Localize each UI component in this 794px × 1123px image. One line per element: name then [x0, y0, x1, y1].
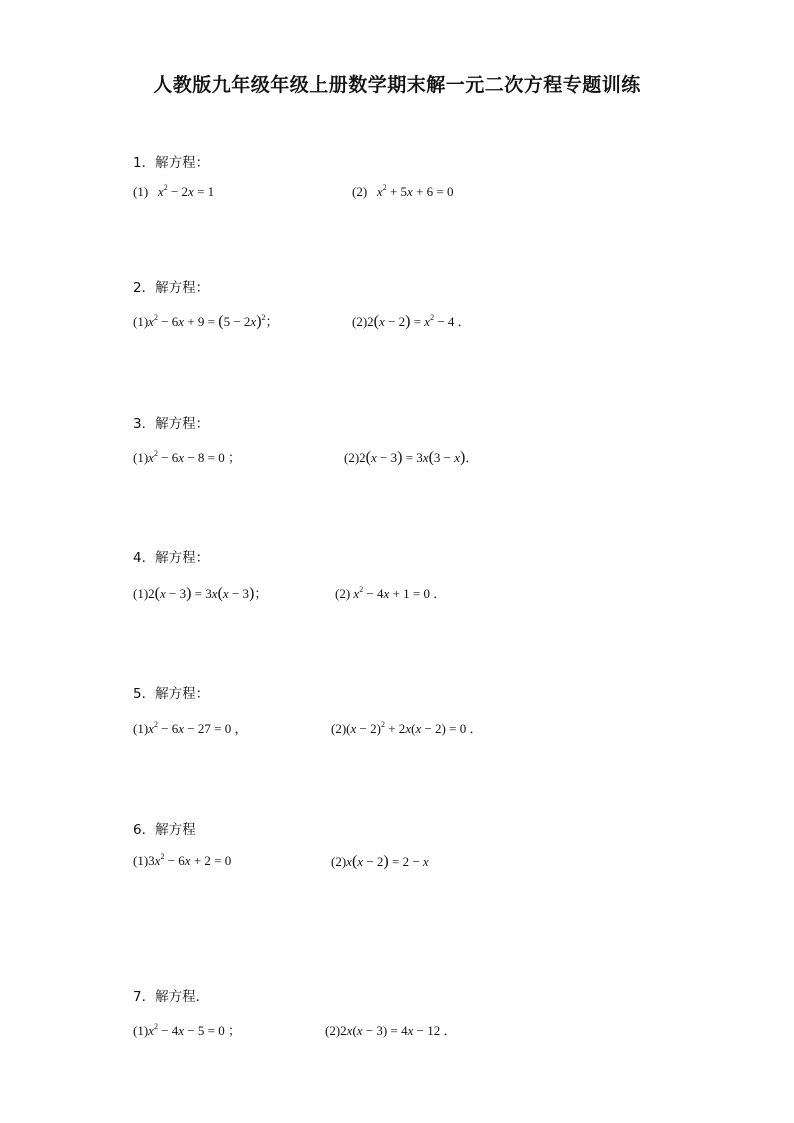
question-1-equation-2-number: (2): [352, 184, 368, 199]
question-1-heading: 1．解方程：: [133, 155, 210, 171]
question-7-heading: 7．解方程．: [133, 989, 210, 1005]
question-2-equation-1: $(1)x^2 - 6x + 9 = (5 - 2x)^2$；: [133, 313, 279, 330]
question-5-equation-2: $(2)(x - 2)^2 + 2x(x - 2) = 0$ ．: [331, 720, 483, 736]
question-2-equation-2-number: (2): [352, 314, 368, 329]
question-2-heading: 2．解方程：: [133, 280, 210, 296]
page-title: 人教版九年级年级上册数学期末解一元二次方程专题训练: [153, 74, 641, 96]
question-6-heading: 6．解方程: [133, 822, 196, 838]
question-7-equation-2: (2)2x(x − 3) = 4x − 12 ．: [325, 1023, 457, 1038]
question-3-heading: 3．解方程：: [133, 416, 210, 432]
question-4-equation-1-number: (1): [133, 586, 149, 601]
question-2-equation-2: $(2)2(x - 2) = x^2 - 4$ ．: [352, 313, 471, 330]
question-4-heading: 4．解方程：: [133, 550, 210, 566]
question-2-equation-1-number: (1): [133, 314, 149, 329]
question-3-equation-2-number: (2): [344, 450, 360, 465]
question-7-equation-1: $(1)x^2 - 4x - 5 = 0$ ；: [133, 1022, 241, 1038]
question-6-equation-2-number: (2): [331, 854, 347, 869]
question-6-equation-2: (2)x(x − 2) = 2 − x: [331, 853, 429, 870]
question-1-equation-1: (1) $x^2 - 2x = 1$: [133, 183, 215, 199]
question-4-equation-1: (1)2(x − 3) = 3x(x − 3)；: [133, 585, 268, 602]
question-3-equation-1: $(1)x^2 - 6x - 8 = 0$ ；: [133, 449, 241, 465]
question-5-equation-1: $(1)x^2 - 6x - 27 = 0$ ，: [133, 720, 248, 736]
question-1-equation-2: (2) $x^2 + 5x + 6 = 0$: [352, 183, 454, 199]
question-1-equation-1-number: (1): [133, 184, 149, 199]
question-7-equation-1-number: (1): [133, 1023, 149, 1038]
question-6-equation-1-number: (1): [133, 853, 149, 868]
question-4-equation-2-number: (2): [335, 586, 351, 601]
question-5-equation-1-number: (1): [133, 721, 149, 736]
question-5-equation-2-number: (2): [331, 721, 347, 736]
question-3-equation-1-number: (1): [133, 450, 149, 465]
question-4-equation-2: (2) $x^2 - 4x + 1 = 0$ ．: [335, 585, 447, 601]
question-6-equation-1: $(1)3x^2 - 6x + 2 = 0$: [133, 852, 232, 868]
question-3-equation-2: (2)2(x − 3) = 3x(3 − x)．: [344, 449, 479, 466]
question-5-heading: 5．解方程：: [133, 686, 210, 702]
question-7-equation-2-number: (2): [325, 1023, 341, 1038]
